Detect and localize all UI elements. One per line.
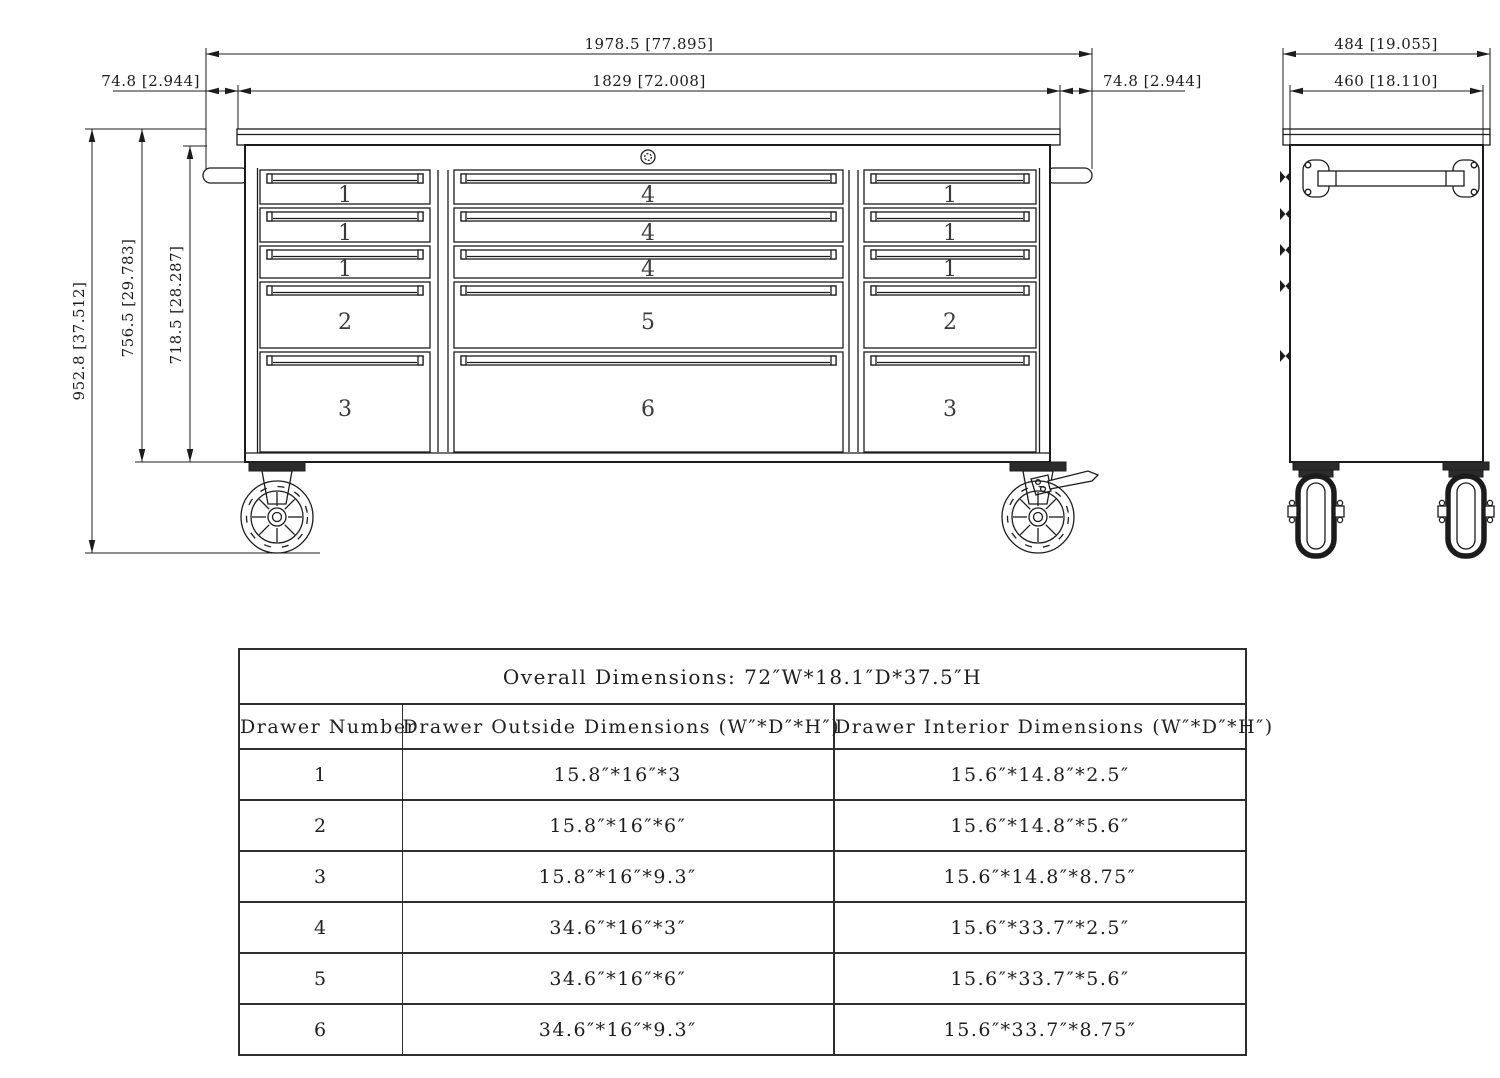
drawer-number-label: 1 [338,183,352,208]
outside-dims-cell: 15.8″*16″*9.3″ [402,851,834,902]
drawer-number-cell: 4 [239,902,402,953]
table-row [239,902,1246,953]
dim-handle-left-label: 74.8 [2.944] [101,72,200,90]
dim-total-width-label: 1978.5 [77.895] [584,35,714,53]
front-right-caster-with-brake [1002,462,1098,553]
dim-body-height-label: 756.5 [29.783] [119,238,137,358]
interior-dims-cell: 15.6″*14.8″*2.5″ [834,749,1246,800]
outside-dims-cell: 34.6″*16″*9.3″ [402,1004,834,1055]
drawer-column-left [260,170,430,452]
cabinet-top-side [1283,129,1490,145]
drawer-number-label: 3 [943,397,957,422]
drawer [260,352,430,452]
drawer-number-label: 1 [943,221,957,246]
table-row [239,749,1246,800]
interior-dims-cell: 15.6″*14.8″*5.6″ [834,800,1246,851]
drawer-number-label: 4 [641,183,655,208]
drawer-number-cell: 2 [239,800,402,851]
interior-dims-cell: 15.6″*14.8″*8.75″ [834,851,1246,902]
outside-dims-cell: 34.6″*16″*3″ [402,902,834,953]
drawer [454,208,843,246]
drawer-number-cell: 1 [239,749,402,800]
drawer-number-label: 5 [641,310,655,335]
table-row [239,1004,1246,1055]
drawer [260,282,430,348]
drawer-number-label: 2 [943,310,957,335]
drawer [864,246,1036,282]
drawer [454,282,843,348]
front-left-caster [241,462,313,553]
table-title: Overall Dimensions: 72″W*18.1″D*37.5″H [239,649,1246,704]
dimensions-table [238,648,1274,1056]
col-header-outside-dims: Drawer Outside Dimensions (W″*D″*H″) [402,704,834,749]
table-row [239,953,1246,1004]
dim-body-depth-label: 460 [18.110] [1334,72,1438,90]
lock-icon [641,150,655,164]
interior-dims-cell: 15.6″*33.7″*2.5″ [834,902,1246,953]
cabinet-top [237,129,1060,145]
brake-lever [1048,471,1098,489]
drawer-number-label: 6 [641,397,655,422]
outside-dims-cell: 34.6″*16″*6″ [402,953,834,1004]
drawer [864,282,1036,348]
dim-total-depth-label: 484 [19.055] [1334,35,1438,53]
table-row [239,800,1246,851]
drawer-number-label: 1 [943,257,957,282]
drawer-number-label: 4 [641,257,655,282]
drawer [864,208,1036,246]
left-side-handle [203,168,249,183]
drawer-number-label: 1 [338,257,352,282]
drawer-column-right [864,170,1036,452]
drawer [864,170,1036,208]
drawer-column-middle [454,170,843,452]
drawer-number-cell: 6 [239,1004,402,1055]
drawer [864,352,1036,452]
drawer-number-cell: 3 [239,851,402,902]
drawer [454,352,843,452]
col-header-drawer-number: Drawer Number [239,704,402,749]
drawer [260,246,430,282]
side-view [1280,129,1494,556]
side-rear-caster [1438,462,1494,556]
right-side-handle [1046,168,1092,183]
drawer-number-label: 4 [641,221,655,246]
drawer-number-label: 1 [943,183,957,208]
drawer [454,246,843,282]
front-view [203,129,1098,553]
dim-drawer-height-label: 718.5 [28.287] [167,245,185,365]
drawer-number-label: 2 [338,310,352,335]
drawer [260,170,430,208]
interior-dims-cell: 15.6″*33.7″*5.6″ [834,953,1246,1004]
col-header-interior-dims: Drawer Interior Dimensions (W″*D″*H″) [834,704,1246,749]
drawer-number-cell: 5 [239,953,402,1004]
interior-dims-cell: 15.6″*33.7″*8.75″ [834,1004,1246,1055]
outside-dims-cell: 15.8″*16″*3 [402,749,834,800]
drawer [454,170,843,208]
drawer-number-label: 1 [338,221,352,246]
dim-total-height-label: 952.8 [37.512] [70,281,88,401]
drawer [260,208,430,246]
outside-dims-cell: 15.8″*16″*6″ [402,800,834,851]
side-front-caster [1288,462,1344,556]
dim-handle-right-label: 74.8 [2.944] [1103,72,1202,90]
drawer-number-label: 3 [338,397,352,422]
table-row [239,851,1246,902]
dim-body-width-label: 1829 [72.008] [592,72,706,90]
